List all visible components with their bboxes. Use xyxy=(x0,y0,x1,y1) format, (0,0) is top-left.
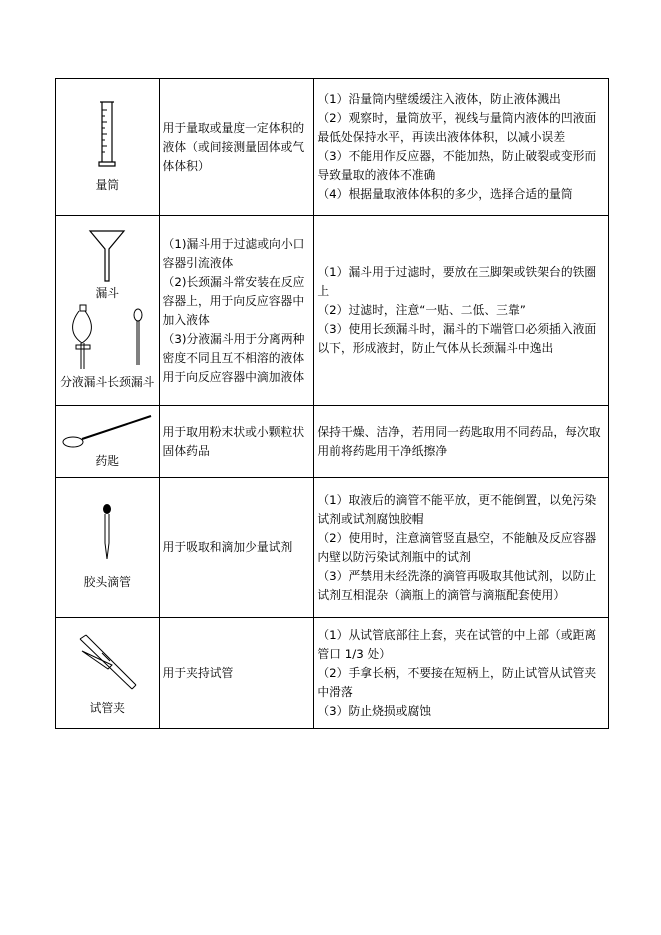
note: （1）沿量筒内壁缓缓注入液体，防止液体溅出 xyxy=(317,92,561,106)
funnel-icon xyxy=(87,229,127,284)
spatula-icon xyxy=(59,412,155,452)
usage-cell: 用于夹持试管 xyxy=(159,618,314,729)
instrument-name: 分液漏斗长颈漏斗 xyxy=(60,375,155,389)
note: （2）过滤时，注意“一贴、二低、三靠” xyxy=(317,303,526,317)
usage: （3)分液漏斗用于分离两种密度不同且互不相溶的液体用于向反应容器中滴加液体 xyxy=(162,331,305,384)
note: （3）防止烧损或腐蚀 xyxy=(317,703,432,718)
table-row xyxy=(56,216,609,406)
usage: （2)长颈漏斗常安装在反应容器上，用于向反应容器中加入液体 xyxy=(162,274,305,327)
instrument-name: 漏斗 xyxy=(95,286,120,300)
notes-cell xyxy=(314,618,609,729)
instrument-cell xyxy=(56,216,160,406)
usage: （1)漏斗用于过滤或向小口容器引流液体 xyxy=(162,236,305,270)
notes-cell xyxy=(314,216,609,406)
instrument-cell xyxy=(56,618,160,729)
test-tube-holder-icon xyxy=(72,629,142,699)
instrument-cell xyxy=(56,406,160,478)
notes-cell xyxy=(314,406,609,478)
note: （1）取液后的滴管不能平放，更不能倒置，以免污染试剂或试剂腐蚀胶帽 xyxy=(317,492,597,526)
table-row xyxy=(56,478,609,618)
note: （3）使用长颈漏斗时，漏斗的下端管口必须插入液面以下，形成液封，防止气体从长颈漏斗中逸出 xyxy=(317,322,597,355)
note: （2）手拿长柄，不要接在短柄上，防止试管从试管夹中滑落 xyxy=(317,665,597,699)
usage-cell: 用于取用粉末状或小颗粒状固体药品 xyxy=(159,406,314,478)
instrument-name: 药匙 xyxy=(95,454,120,468)
note: 保持干燥、洁净，若用同一药匙取用不同药品，每次取用前将药匙用干净纸擦净 xyxy=(317,424,601,458)
note: （2）使用时，注意滴管竖直悬空，不能触及反应容器内壁以防污染试剂瓶中的试剂 xyxy=(317,530,597,564)
table-row xyxy=(56,618,609,729)
instrument-name: 试管夹 xyxy=(89,700,125,715)
instrument-name: 量筒 xyxy=(95,177,120,192)
note: （1）漏斗用于过滤时，要放在三脚架或铁架台的铁圈上 xyxy=(317,265,597,298)
note: （2）观察时，量筒放平，视线与量筒内液体的凹液面最低处保持水平，再读出液体体积，以减小误差 xyxy=(317,111,597,144)
usage-cell: 用于量取或量度一定体积的液体（或间接测量固体或气体体积） xyxy=(159,79,314,216)
graduated-cylinder-icon xyxy=(97,100,117,170)
notes-cell xyxy=(314,478,609,618)
instrument-table xyxy=(55,78,609,729)
table-row xyxy=(56,79,609,216)
notes-cell xyxy=(314,79,609,216)
usage-cell xyxy=(159,216,314,406)
note: （1）从试管底部往上套，夹在试管的中上部（或距离管口 1/3 处） xyxy=(317,627,597,661)
separatory-funnel-icon xyxy=(62,303,152,373)
note: （3）不能用作反应器，不能加热，防止破裂或变形而导致量取的液体不准确 xyxy=(317,149,597,182)
table-row xyxy=(56,406,609,478)
note: （3）严禁用未经洗涤的滴管再吸取其他试剂，以防止试剂互相混杂（滴瓶上的滴管与滴瓶配套使用） xyxy=(317,568,597,602)
note: （4）根据量取液体体积的多少，选择合适的量筒 xyxy=(317,187,573,201)
dropper-icon xyxy=(97,503,117,563)
instrument-name: 胶头滴管 xyxy=(83,575,131,589)
instrument-cell xyxy=(56,478,160,618)
instrument-cell xyxy=(56,79,160,216)
usage-cell: 用于吸取和滴加少量试剂 xyxy=(159,478,314,618)
